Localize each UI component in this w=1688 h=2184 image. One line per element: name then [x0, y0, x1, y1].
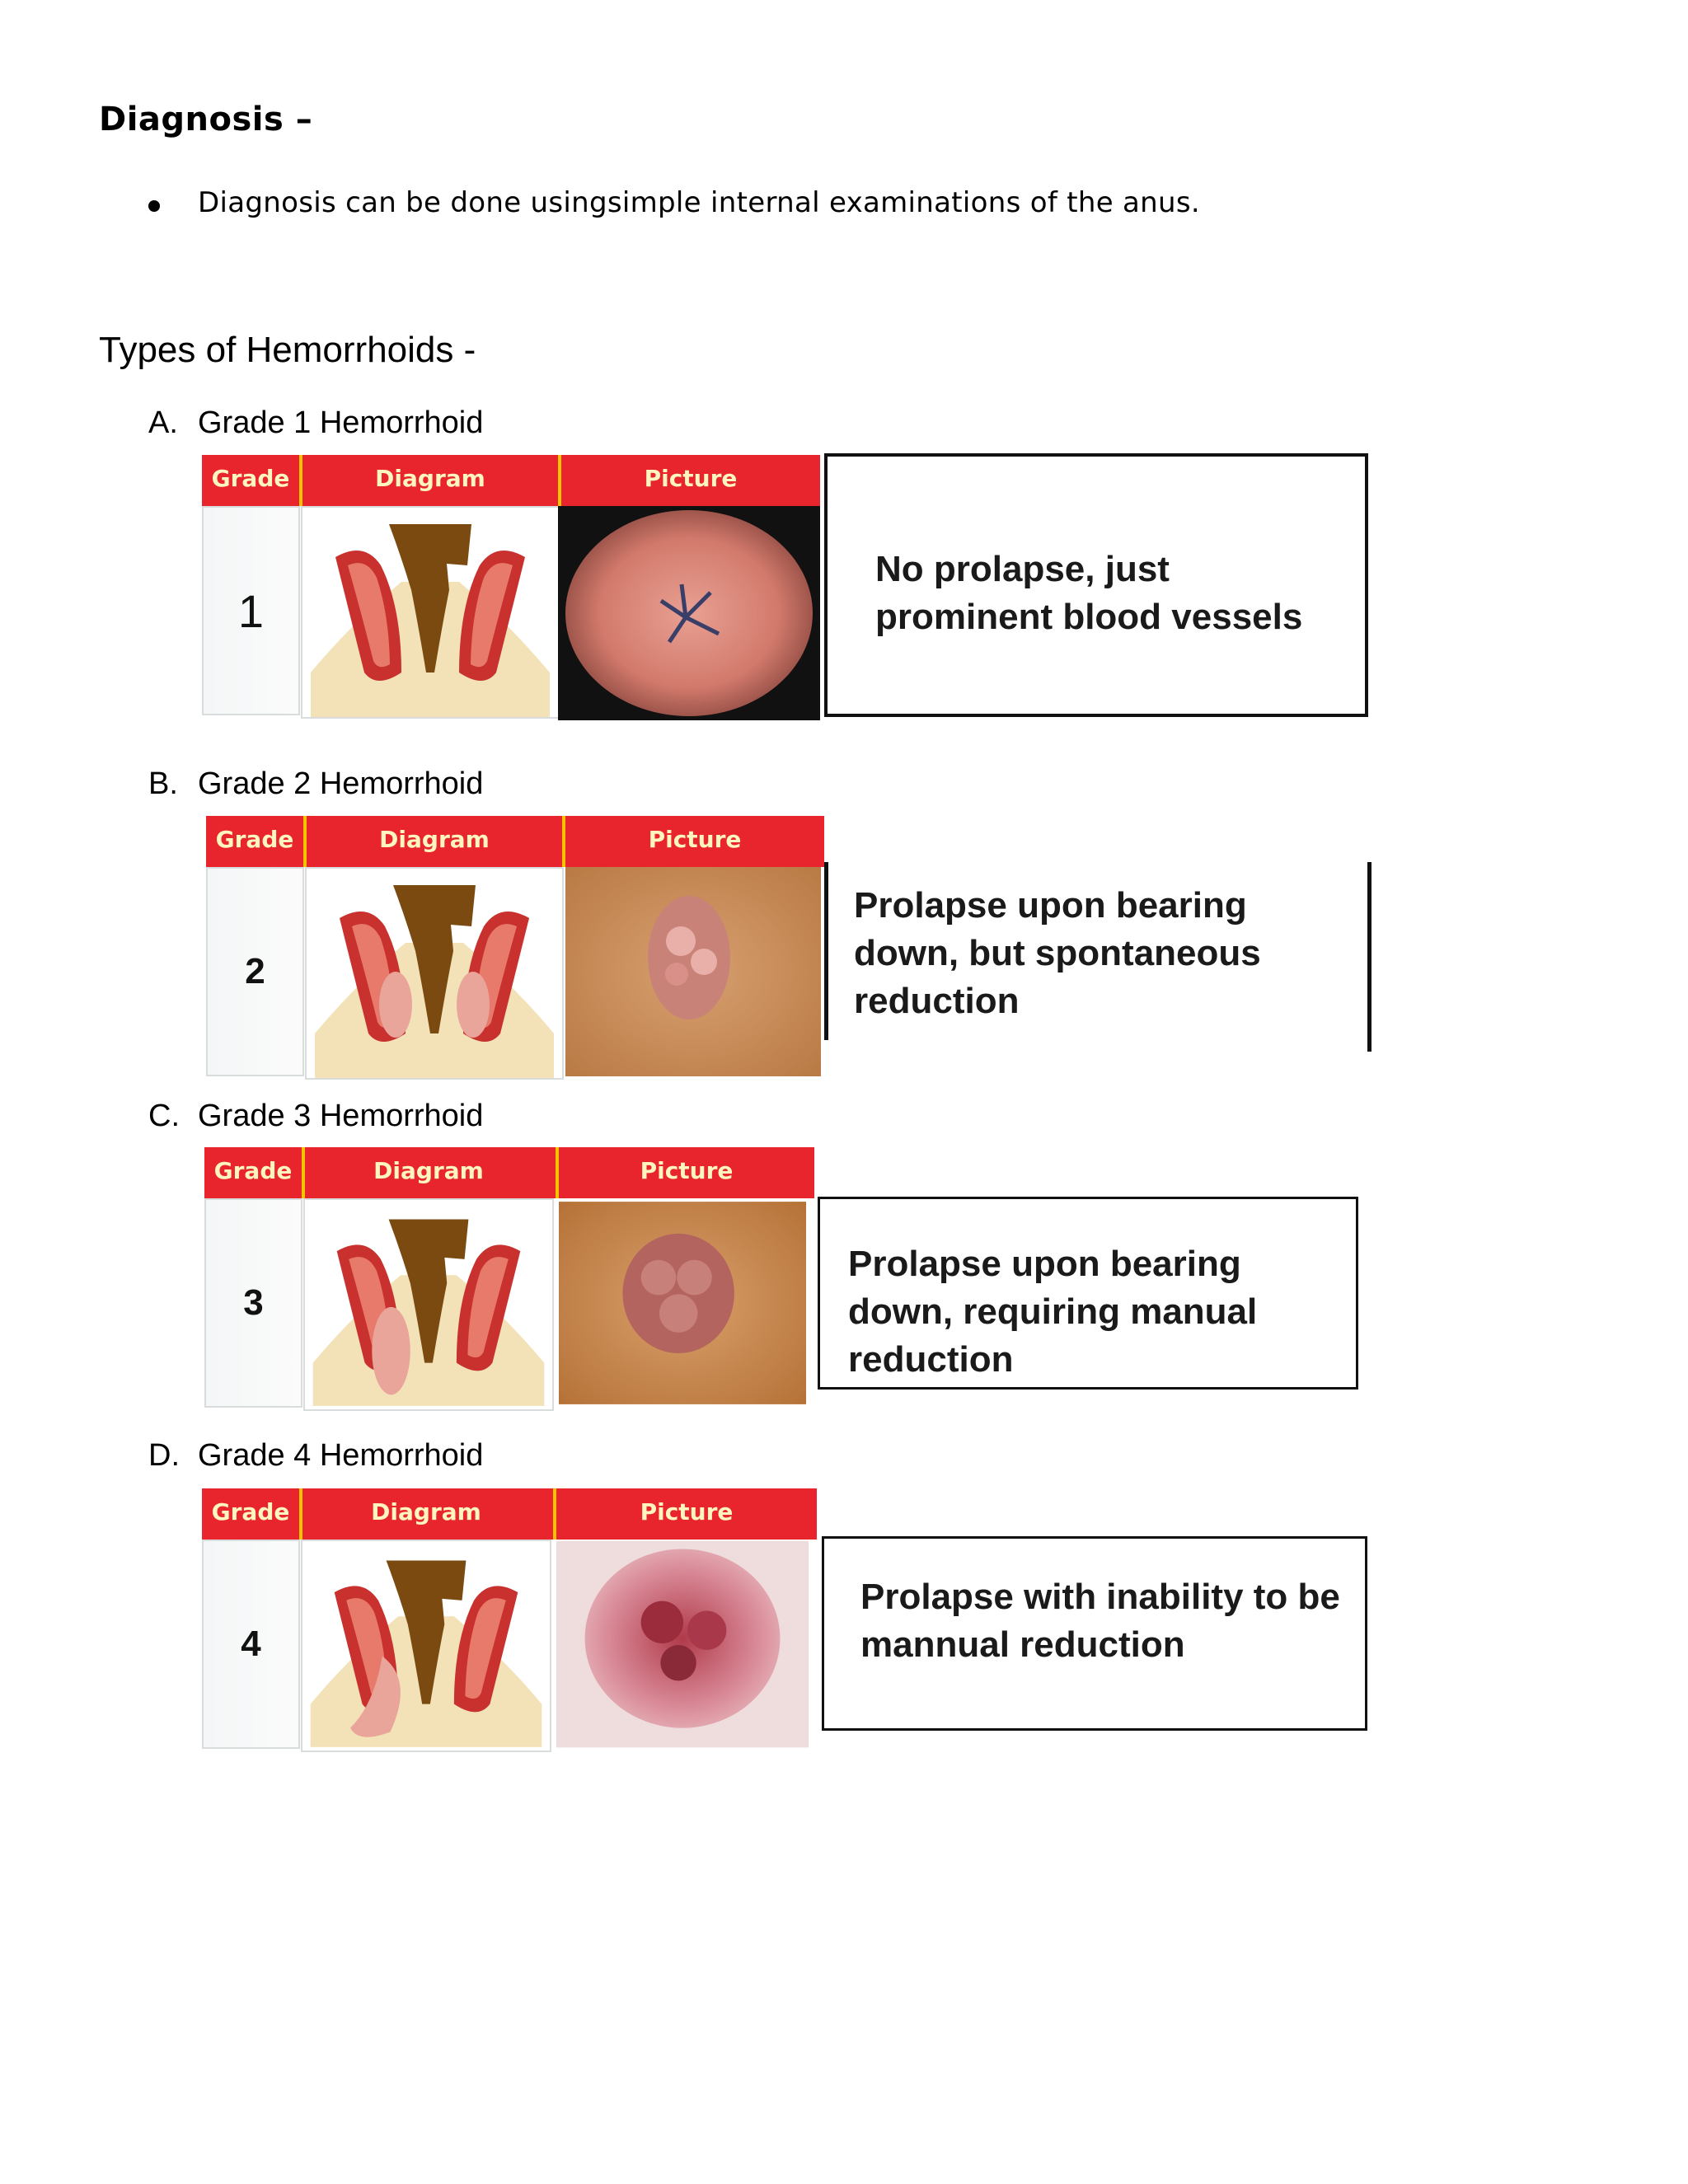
grade-2-number: 2: [206, 867, 304, 1076]
header-grade: Grade: [213, 1157, 293, 1184]
grade-4-table: [202, 1488, 817, 1752]
grade-1-diagram: [301, 506, 560, 719]
grade-3-number: 3: [204, 1198, 302, 1408]
grade-3-table: [204, 1147, 814, 1411]
grade-3-table-header: [204, 1147, 814, 1198]
grade-3-letter: C.: [148, 1099, 180, 1133]
grade-2-table-header: [206, 816, 824, 867]
grade-4-picture: [556, 1540, 809, 1749]
clinical-photo-icon: [565, 867, 821, 1076]
grade-2-label: [148, 766, 483, 802]
grade-1-title: Grade 1 Hemorrhoid: [198, 405, 484, 440]
grade-2-table: [206, 816, 824, 1080]
grade-4-description-box: [822, 1536, 1367, 1731]
anal-anatomy-diagram-icon: [302, 1541, 550, 1750]
anal-anatomy-diagram-icon: [307, 869, 562, 1078]
grade-1-table-header: [202, 455, 820, 506]
grade-2-title: Grade 2 Hemorrhoid: [198, 766, 484, 801]
grade-1-label: [148, 405, 483, 441]
grade-4-title: Grade 4 Hemorrhoid: [198, 1438, 484, 1473]
bullet-dot: [148, 200, 160, 212]
grade-2-picture: [565, 867, 821, 1076]
header-diagram: Diagram: [379, 826, 490, 853]
header-picture: Picture: [644, 465, 738, 492]
grade-4-description: Prolapse with inability to be mannual reduction: [860, 1577, 1340, 1665]
grade-3-title: Grade 3 Hemorrhoid: [198, 1099, 484, 1133]
diagnosis-heading: Diagnosis –: [99, 101, 313, 138]
grade-1-letter: A.: [148, 405, 178, 440]
header-diagram: Diagram: [375, 465, 485, 492]
grade-1-picture: [558, 506, 820, 720]
header-grade: Grade: [211, 1498, 290, 1526]
grade-1-description-box: [824, 453, 1368, 717]
header-picture: Picture: [640, 1498, 734, 1526]
grade-2-description: Prolapse upon bearing down, but spontaneous reduction: [854, 885, 1261, 1021]
anal-anatomy-diagram-icon: [302, 508, 558, 717]
grade-3-picture: [559, 1198, 806, 1408]
endoscopy-photo-icon: [562, 510, 816, 716]
grade-4-label: [148, 1438, 483, 1474]
grade-1-number: 1: [202, 506, 300, 715]
grade-4-letter: D.: [148, 1438, 180, 1473]
grade-1-table: [202, 455, 820, 719]
grade-4-diagram: [301, 1540, 551, 1752]
types-heading: Types of Hemorrhoids -: [99, 330, 476, 370]
grade-4-table-header: [202, 1488, 817, 1540]
grade-2-letter: B.: [148, 766, 178, 801]
clinical-photo-icon: [556, 1540, 809, 1749]
grade-3-diagram: [303, 1198, 554, 1411]
grade-3-description-box: [818, 1197, 1358, 1390]
grade-1-description: No prolapse, just prominent blood vessels: [875, 549, 1303, 637]
grade-4-number: 4: [202, 1540, 300, 1749]
grade-2-description-box: [824, 862, 1372, 1052]
header-grade: Grade: [215, 826, 294, 853]
header-picture: Picture: [640, 1157, 734, 1184]
grade-3-description: Prolapse upon bearing down, requiring manual reduction: [848, 1244, 1258, 1380]
clinical-photo-icon: [559, 1198, 806, 1408]
header-diagram: Diagram: [373, 1157, 484, 1184]
header-diagram: Diagram: [371, 1498, 481, 1526]
grade-3-label: [148, 1099, 483, 1134]
anal-anatomy-diagram-icon: [305, 1200, 552, 1409]
header-picture: Picture: [648, 826, 742, 853]
diagnosis-bullet-text: Diagnosis can be done usingsimple internal examinations of the anus.: [198, 186, 1200, 219]
header-grade: Grade: [211, 465, 290, 492]
grade-2-diagram: [305, 867, 564, 1080]
